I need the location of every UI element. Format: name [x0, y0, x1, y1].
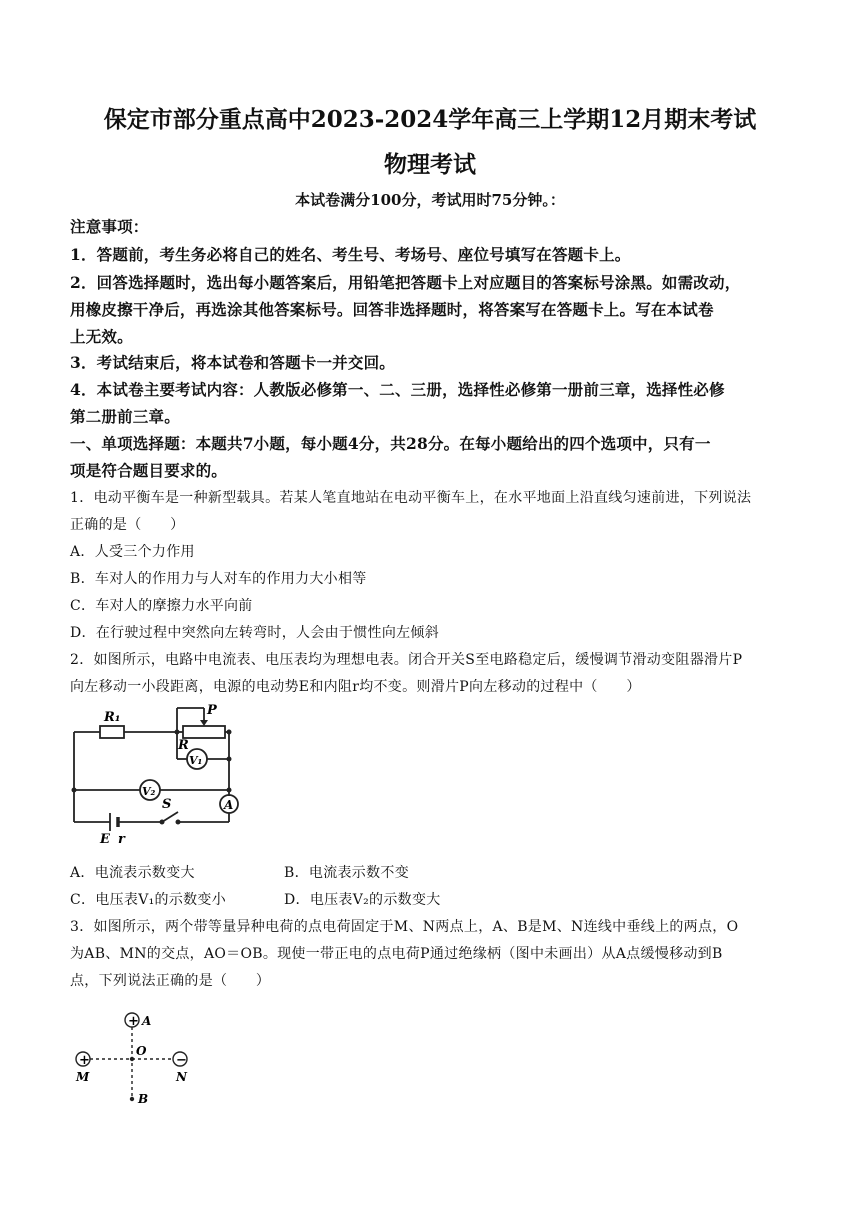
q1-option-a: A．人受三个力作用 [70, 544, 195, 560]
label-r-internal: r [118, 832, 125, 847]
q1-option-d: D．在行驶过程中突然向左转弯时，人会由于惯性向左倾斜 [70, 625, 440, 641]
notice-line: 1．答题前，考生务必将自己的姓名、考生号、考场号、座位号填写在答题卡上。 [70, 245, 631, 264]
section-heading: 一、单项选择题：本题共7小题，每小题4分，共28分。在每小题给出的四个选项中，只有一 [70, 434, 711, 453]
q2-option-c: C．电压表V₁的示数变小 [70, 892, 227, 908]
notice-line: 上无效。 [70, 327, 133, 346]
label-r: R [178, 738, 189, 753]
charge-m-sign: + [79, 1053, 90, 1068]
q2-option-d: D．电压表V₂的示数变大 [284, 892, 441, 908]
section-heading: 项是符合题目要求的。 [70, 461, 228, 480]
q1-option-c: C．车对人的摩擦力水平向前 [70, 598, 253, 614]
notice-line: 3．考试结束后，将本试卷和答题卡一并交回。 [70, 353, 395, 372]
charge-a-sign: + [128, 1014, 139, 1029]
q2-stem: 2．如图所示，电路中电流表、电压表均为理想电表。闭合开关S至电路稳定后，缓慢调节滑动变阻器滑片P [70, 652, 743, 668]
q1-option-b: B．车对人的作用力与人对车的作用力大小相等 [70, 571, 367, 587]
notice-line: 2．回答选择题时，选出每小题答案后，用铅笔把答题卡上对应题目的答案标号涂黑。如需改动， [70, 273, 741, 292]
q3-stem: 为AB、MN的交点，AO＝OB。现使一带正电的点电荷P通过绝缘柄（图中未画出）从A点缓慢移动到B [70, 946, 723, 962]
label-b: B [138, 1092, 149, 1106]
q2-option-b: B．电流表示数不变 [284, 865, 409, 881]
q1-stem: 1．电动平衡车是一种新型载具。若某人笔直地站在电动平衡车上，在水平地面上沿直线匀速前进，下列说法 [70, 490, 752, 506]
notice-heading: 注意事项： [70, 217, 149, 236]
label-a: A [142, 1014, 152, 1028]
notice-line: 用橡皮擦干净后，再选涂其他答案标号。回答非选择题时，将答案写在答题卡上。写在本试卷 [70, 300, 714, 319]
charge-diagram [72, 1005, 202, 1115]
label-m: M [76, 1070, 90, 1084]
label-s: S [162, 797, 172, 812]
notice-line: 第二册前三章。 [70, 407, 180, 426]
notice-line: 4．本试卷主要考试内容：人教版必修第一、二、三册，选择性必修第一册前三章，选择性必修 [70, 380, 725, 399]
label-r1: R₁ [104, 710, 121, 725]
q2-option-a: A．电流表示数变大 [70, 865, 195, 881]
label-n: N [176, 1070, 187, 1084]
label-o: O [136, 1044, 147, 1058]
label-v1: V₁ [189, 754, 203, 767]
label-e: E [100, 832, 110, 847]
q3-stem: 3．如图所示，两个带等量异种电荷的点电荷固定于M、N两点上，A、B是M、N连线中垂线上的两点，O [70, 919, 739, 935]
circuit-diagram [66, 700, 246, 850]
exam-info: 本试卷满分100分，考试用时75分钟。： [295, 191, 565, 209]
label-p: P [207, 703, 217, 718]
charge-n-sign: − [176, 1053, 187, 1068]
q3-stem: 点，下列说法正确的是（ ） [70, 973, 271, 989]
label-v2: V₂ [142, 785, 156, 798]
page-title: 保定市部分重点高中2023-2024学年高三上学期12月期末考试 [103, 106, 757, 133]
q1-stem: 正确的是（ ） [70, 517, 185, 533]
page-subtitle: 物理考试 [384, 151, 476, 178]
label-a: A [224, 798, 234, 812]
q2-stem: 向左移动一小段距离，电源的电动势E和内阻r均不变。则滑片P向左移动的过程中（ ） [70, 679, 641, 695]
